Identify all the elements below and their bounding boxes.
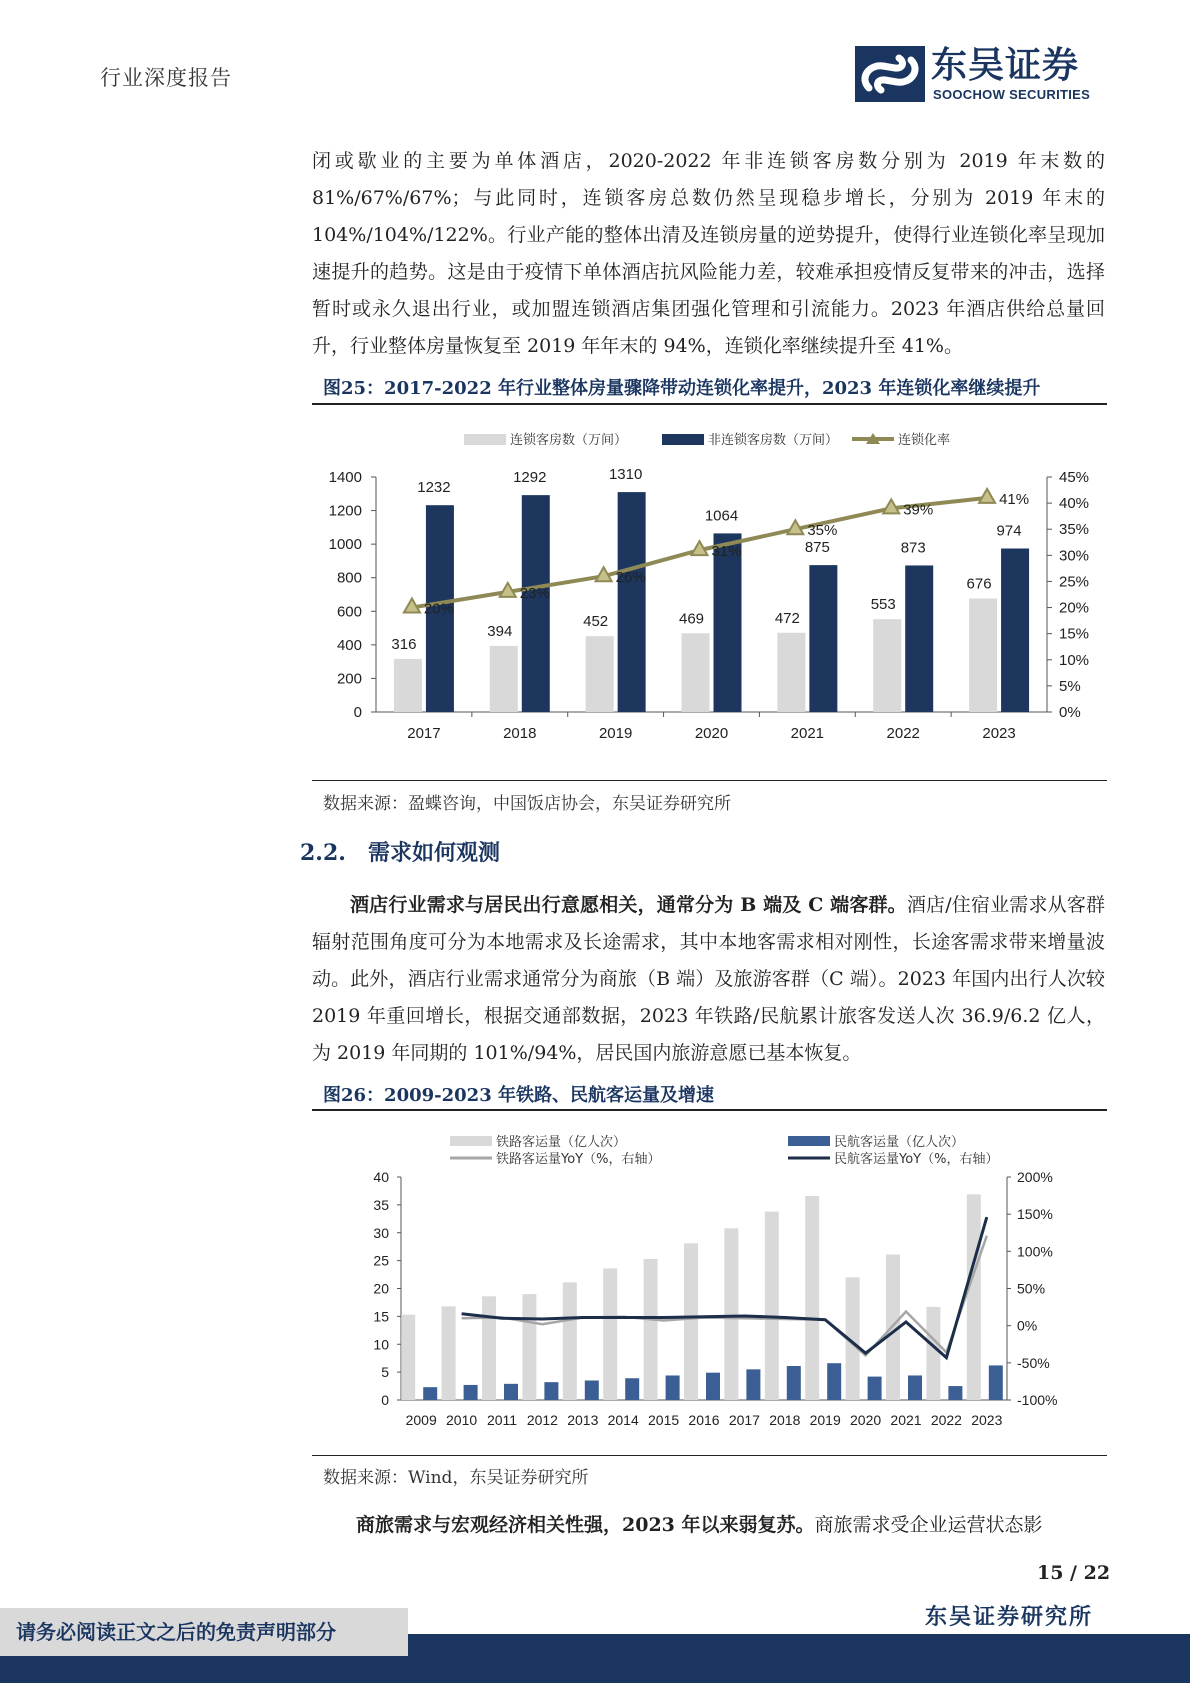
data-label-nonchain-rooms: 1232 [417,479,451,497]
bar-nonchain-rooms [809,565,837,712]
data-label-chain-rate: 39% [903,501,934,519]
figure-25-top-rule [312,403,1107,405]
x-tick-label: 2011 [486,1412,518,1428]
x-tick-label: 2018 [503,725,537,742]
y-left-tick-label: 30 [373,1224,389,1241]
paragraph-text: 酒店/住宿业需求从客群辐射范围角度可分为本地需求及长途需求，其中本地客需求相对刚性，长途客需求带来增量波动。此外，酒店行业需求通常分为商旅（B 端）及旅游客群（C 端）。2023 年国内出行人次较 2019 年重回增长，根据交通部数据，2023 年铁路/民航累计旅客发送人次 36.9/6.2 亿人，为 2019 年同期的 101%/94%，居民国内旅游意愿已基本恢复。 [312,894,1105,1064]
bar-nonchain-rooms [711,533,742,712]
legend-label-0: 连锁客房数（万间） [510,433,628,448]
bar-nonchain-rooms [615,492,646,712]
bar-chain-rooms [969,599,997,712]
x-tick-label: 2017 [728,1412,760,1428]
data-label-nonchain-rooms: 875 [804,539,830,557]
data-label-nonchain-rooms: 1310 [608,466,643,484]
legend-label-3: 民航客运量YoY（%，右轴） [834,1152,999,1167]
bar-chain-rooms [490,646,518,712]
bar-nonchain-rooms [905,565,933,712]
data-label-chain-rate: 35% [807,522,838,540]
bar-air-passengers [908,1375,922,1400]
logo-mark-icon [855,44,925,104]
bar-rail-passengers [967,1194,981,1400]
y-right-tick-label: 20% [1059,599,1090,617]
x-tick-label: 2014 [607,1412,639,1428]
x-tick-label: 2022 [886,725,920,742]
y-left-tick-label: 0 [381,1392,389,1408]
y-left-tick-label: 800 [336,569,362,587]
bar-nonchain-rooms [519,495,550,712]
bar-rail-passengers [765,1212,779,1400]
data-label-chain-rooms: 394 [487,622,513,640]
data-label-chain-rooms: 676 [966,575,992,593]
paragraph-lead: 商旅需求与宏观经济相关性强，2023 年以来弱复苏。 [356,1514,815,1536]
paragraph-lead: 酒店行业需求与居民出行意愿相关，通常分为 B 端及 C 端客群。 [350,894,907,916]
x-tick-label: 2023 [982,725,1016,742]
x-tick-label: 2023 [971,1412,1003,1428]
bar-chain-rooms [682,633,710,712]
bar-rail-passengers [522,1294,536,1400]
y-left-tick-label: 20 [373,1280,389,1297]
y-left-tick-label: 1200 [328,502,362,520]
line-air-yoy [462,1217,987,1357]
y-right-tick-label: 200% [1017,1169,1053,1185]
x-tick-label: 2019 [809,1412,841,1428]
bar-air-passengers [746,1369,760,1400]
line-rail-yoy [462,1236,987,1356]
legend-swatch-1 [788,1136,830,1146]
marker-chain-rate [979,489,995,503]
y-left-tick-label: 1400 [328,469,362,486]
figure-26-chart [312,1125,1107,1430]
data-label-chain-rooms: 316 [391,635,417,653]
logo-text: 东吴证券 [931,45,1080,86]
x-tick-label: 2009 [405,1412,437,1428]
bar-air-passengers [544,1382,558,1400]
y-left-tick-label: 600 [336,603,362,621]
y-left-tick-label: 15 [373,1308,389,1325]
paragraph-text: 闭或歇业的主要为单体酒店，2020-2022 年非连锁客房数分别为 2019 年末数的 81%/67%/67%；与此同时，连锁客房总数仍然呈现稳步增长，分别为 2019 年末的 104%/104%/122%。行业产能的整体出清及连锁房量的逆势提升，使得行业连锁化率呈现加速提升的趋势。这是由于疫情下单体酒店抗风险能力差，较难承担疫情反复带来的冲击，选择暂时或永久退出行业，或加盟连锁酒店集团强化管理和引流能力。2023 年酒店供给总量回升，行业整体房量恢复至 2019 年年末的 94%，连锁化率继续提升至 41%。 [312,150,1105,357]
y-right-tick-label: 25% [1059,573,1090,591]
y-right-tick-label: 0% [1017,1317,1038,1334]
x-tick-label: 2020 [850,1412,882,1428]
data-label-chain-rate: 23% [519,584,550,602]
bar-air-passengers [585,1380,599,1400]
bar-air-passengers [666,1375,680,1400]
data-label-chain-rate: 26% [615,569,646,587]
data-label-chain-rooms: 469 [678,610,705,628]
data-label-chain-rate: 41% [999,490,1030,508]
bar-rail-passengers [563,1282,577,1400]
y-right-tick-label: -100% [1017,1392,1058,1408]
y-left-tick-label: 40 [373,1169,389,1185]
legend-label-1: 民航客运量（亿人次） [834,1135,965,1150]
figure-25-source: 数据来源：盈蝶咨询，中国饭店协会，东吴证券研究所 [323,794,731,814]
x-tick-label: 2019 [598,725,633,742]
y-left-tick-label: 5 [381,1364,389,1381]
y-left-tick-label: 10 [373,1336,389,1353]
page-number: 15 / 22 [1037,1562,1111,1584]
x-tick-label: 2022 [930,1412,962,1428]
footer-org: 东吴证券研究所 [925,1604,1094,1630]
y-left-tick-label: 1000 [328,536,362,554]
bar-air-passengers [423,1387,437,1400]
bar-rail-passengers [724,1228,738,1400]
data-label-chain-rate: 31% [711,543,742,561]
figure-26-source: 数据来源：Wind，东吴证券研究所 [323,1468,589,1488]
bar-air-passengers [706,1373,720,1400]
bar-rail-passengers [603,1268,617,1400]
y-right-tick-label: 150% [1017,1206,1053,1223]
figure-25-title: 图25：2017-2022 年行业整体房量骤降带动连锁化率提升，2023 年连锁化率继续提升 [323,378,1041,399]
paragraph-text: 商旅需求受企业运营状态影 [814,1514,1043,1536]
figure-26-top-rule [312,1109,1107,1111]
y-right-tick-label: 10% [1059,651,1090,669]
bar-rail-passengers [644,1259,658,1400]
x-tick-label: 2021 [790,725,825,742]
bar-chain-rooms [394,659,422,712]
x-tick-label: 2013 [567,1412,599,1428]
y-right-tick-label: -50% [1017,1354,1050,1371]
x-tick-label: 2010 [446,1412,478,1428]
bar-rail-passengers [805,1196,819,1400]
section-title: 需求如何观测 [367,840,500,866]
logo-subtext: SOOCHOW SECURITIES [933,87,1091,102]
y-right-tick-label: 5% [1059,677,1081,695]
bar-air-passengers [948,1386,962,1400]
bar-air-passengers [989,1365,1003,1400]
legend-swatch-0 [450,1136,492,1146]
section-heading [300,836,500,867]
y-right-tick-label: 0% [1059,704,1081,721]
x-tick-label: 2018 [769,1412,801,1428]
y-left-tick-label: 25 [373,1252,389,1269]
legend-swatch-0 [464,434,506,445]
data-label-chain-rooms: 472 [774,609,800,627]
bar-chain-rooms [586,636,614,712]
y-left-tick-label: 0 [353,704,362,721]
data-label-nonchain-rooms: 1064 [704,507,739,525]
disclaimer-note: 请务必阅读正文之后的免责声明部分 [0,1608,408,1656]
y-right-tick-label: 45% [1059,469,1090,486]
bar-air-passengers [787,1366,801,1400]
data-label-nonchain-rooms: 1292 [513,469,547,487]
y-right-tick-label: 40% [1059,495,1090,513]
bar-air-passengers [625,1378,639,1400]
y-right-tick-label: 50% [1017,1280,1046,1297]
legend-label-2: 铁路客运量YoY（%，右轴） [496,1152,661,1167]
y-right-tick-label: 35% [1059,521,1090,539]
body-paragraph-3 [312,1507,1105,1544]
x-tick-label: 2021 [890,1412,922,1428]
bar-nonchain-rooms [1001,549,1029,712]
y-right-tick-label: 100% [1017,1243,1053,1260]
legend-label-2: 连锁化率 [898,433,951,448]
legend-swatch-1 [662,434,704,445]
report-type-label: 行业深度报告 [100,66,232,90]
y-left-tick-label: 400 [336,636,362,654]
bar-rail-passengers [684,1243,698,1400]
x-tick-label: 2017 [407,725,441,742]
bar-air-passengers [827,1363,841,1400]
bar-air-passengers [504,1384,518,1400]
section-number: 2.2. [300,840,346,866]
x-tick-label: 2012 [526,1412,558,1428]
x-tick-label: 2020 [694,725,729,742]
bar-rail-passengers [926,1307,940,1400]
bar-chain-rooms [777,633,805,712]
figure-25-chart [312,415,1107,770]
data-label-nonchain-rooms: 873 [900,539,926,557]
y-right-tick-label: 30% [1059,547,1090,565]
company-logo [855,44,1105,106]
figure-26-bottom-rule [312,1455,1107,1456]
data-label-chain-rooms: 553 [870,596,896,614]
figure-26-title: 图26：2009-2023 年铁路、民航客运量及增速 [323,1085,714,1106]
legend-label-0: 铁路客运量（亿人次） [496,1135,627,1150]
bar-air-passengers [868,1377,882,1400]
body-paragraph-2 [312,887,1105,1072]
data-label-nonchain-rooms: 974 [996,522,1022,540]
x-tick-label: 2015 [648,1412,680,1428]
y-left-tick-label: 35 [373,1196,389,1213]
bar-chain-rooms [873,619,901,712]
bar-rail-passengers [401,1315,415,1400]
y-left-tick-label: 200 [336,670,362,688]
bar-air-passengers [464,1385,478,1400]
body-paragraph-1 [312,143,1105,365]
legend-label-1: 非连锁客房数（万间） [708,433,839,448]
bar-rail-passengers [482,1296,496,1400]
bar-rail-passengers [442,1306,456,1400]
y-right-tick-label: 15% [1059,625,1090,643]
x-tick-label: 2016 [688,1412,720,1428]
data-label-chain-rate: 20% [423,600,454,618]
data-label-chain-rooms: 452 [583,613,609,631]
figure-25-bottom-rule [312,780,1107,781]
